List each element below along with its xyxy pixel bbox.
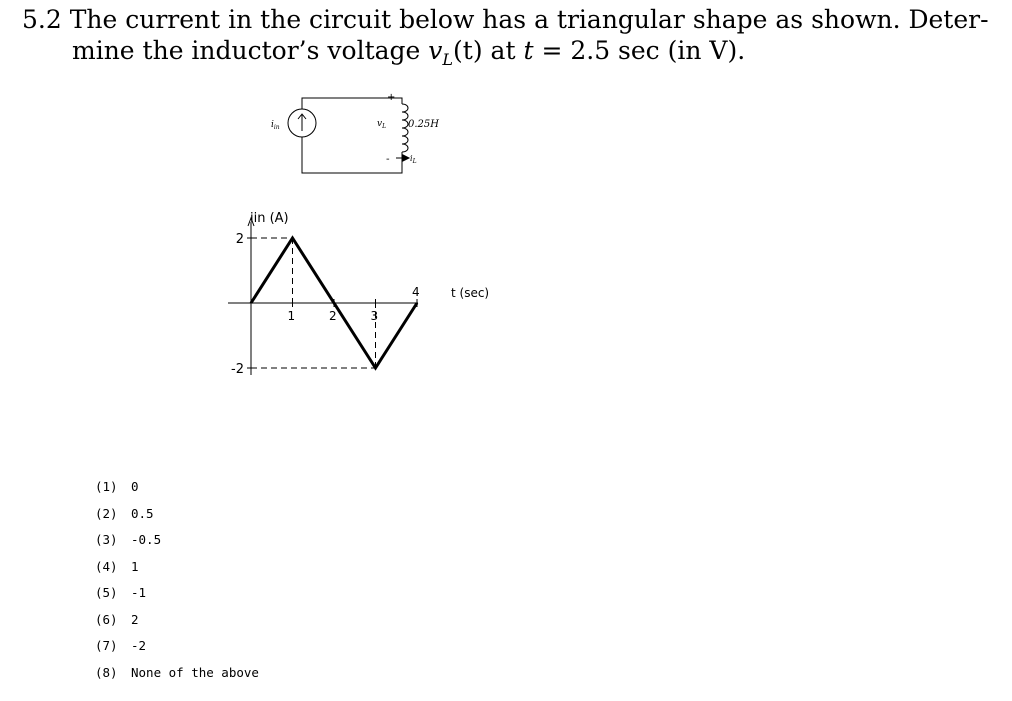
- minus-sign: -: [386, 154, 390, 165]
- choice-text: -1: [131, 585, 147, 600]
- choice-number: (4): [95, 558, 118, 574]
- choice-number: (2): [95, 505, 118, 521]
- choice-number: (6): [95, 611, 118, 627]
- choice-text: None of the above: [131, 664, 259, 680]
- vl-variable-argument: (t): [453, 36, 483, 65]
- vl-variable-subscript: L: [442, 50, 454, 69]
- inductor-value: 0.25H: [408, 119, 439, 130]
- question-line-2-mid: at: [482, 36, 524, 65]
- il-label: $i_L$: [410, 154, 417, 165]
- question-line-2-prefix: mine the inductor’s voltage: [72, 36, 429, 65]
- x-axis-label: t (sec): [451, 286, 490, 300]
- choice-text: 0.5: [131, 505, 154, 521]
- answer-choice-4[interactable]: [95, 558, 259, 585]
- circuit-diagram: [288, 98, 409, 173]
- choice-number: (5): [95, 585, 118, 600]
- answer-choice-6[interactable]: [95, 611, 259, 638]
- answer-choice-3[interactable]: [95, 531, 259, 558]
- answer-choice-7[interactable]: [95, 637, 259, 664]
- choice-text: -2: [131, 638, 147, 653]
- source-label: $i_{in}$: [271, 120, 280, 131]
- y-axis: [248, 218, 254, 375]
- x-tick-label: 4: [412, 285, 420, 299]
- choice-number: (7): [95, 638, 118, 653]
- x-tick-label: 1: [287, 309, 296, 323]
- question-line-1-text: The current in the circuit below has a triangular shape as shown. Deter-: [69, 5, 989, 34]
- vl-label: $v_L$: [377, 119, 387, 130]
- choice-number: (8): [95, 664, 118, 680]
- plus-sign: +: [387, 92, 396, 103]
- choice-text: 1: [131, 558, 139, 574]
- choice-text: -0.5: [131, 532, 162, 547]
- y-axis-label: iin (A): [250, 211, 289, 226]
- answer-choice-5[interactable]: [95, 584, 259, 611]
- x-tick-label: 2: [329, 309, 337, 323]
- y-tick-label: 2: [235, 232, 244, 247]
- current-source: [288, 109, 316, 137]
- current-waveform-chart: [228, 211, 489, 377]
- up-arrow-icon: [298, 114, 306, 131]
- answer-choice-8[interactable]: [95, 664, 259, 691]
- y-tick-label: -2: [231, 362, 244, 377]
- t-variable: t: [523, 36, 534, 65]
- vl-variable: v: [428, 36, 443, 65]
- answer-choices: [95, 478, 259, 690]
- il-arrow-icon: [403, 155, 409, 161]
- question-line-2-suffix: = 2.5 sec (in V).: [533, 36, 746, 65]
- choice-text: 2: [131, 611, 139, 627]
- choice-text: 0: [131, 479, 139, 494]
- answer-choice-2[interactable]: [95, 505, 259, 532]
- choice-number: (1): [95, 479, 118, 494]
- choice-number: (3): [95, 532, 118, 547]
- question-number: 5.2: [22, 5, 62, 34]
- answer-choice-1[interactable]: [95, 478, 259, 505]
- x-tick-label: 3: [370, 309, 379, 323]
